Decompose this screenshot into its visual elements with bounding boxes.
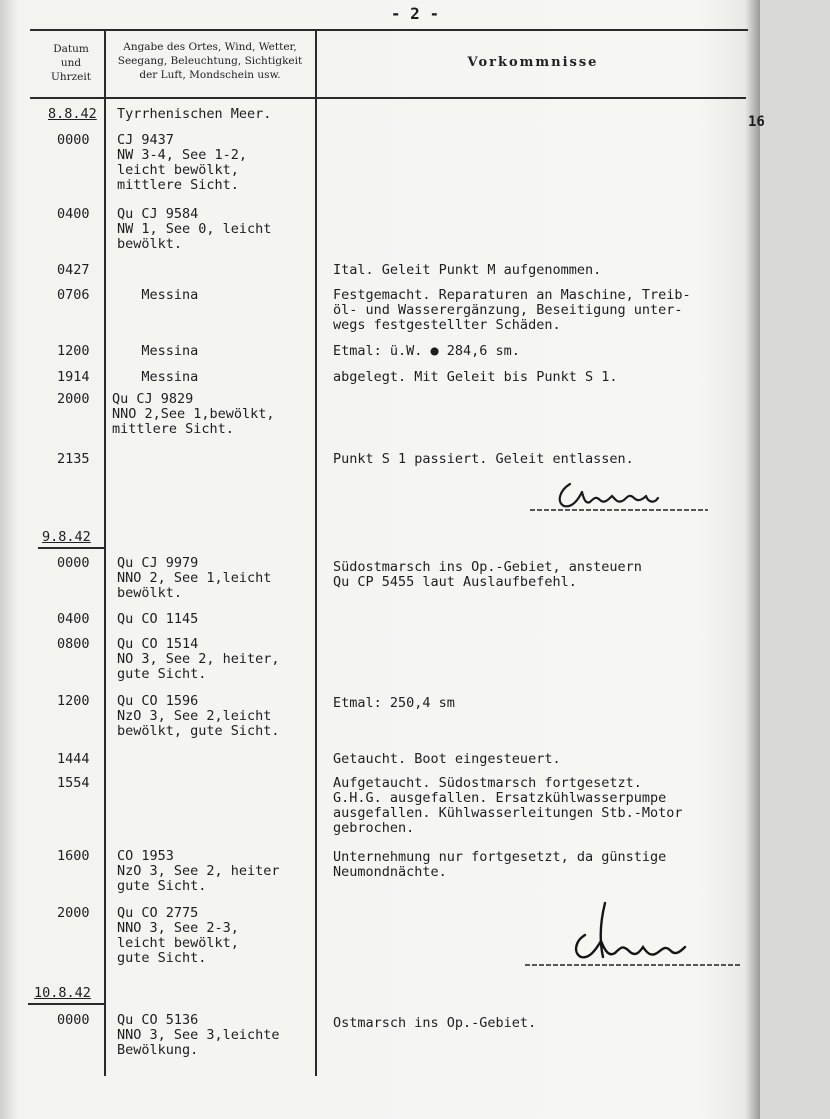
entry-location: CO 1953 NzO 3, See 2, heiter gute Sicht. [117,848,280,894]
entry-time: 1554 [57,775,90,791]
entry-time: 1200 [57,343,90,359]
entry-time: 0706 [57,287,90,303]
date-separator [28,1003,104,1005]
date-separator [38,547,104,549]
page-number: - 2 - [390,4,440,23]
entry-remarks: Ostmarsch ins Op.-Gebiet. [333,1015,537,1031]
entry-time: 0400 [57,206,90,222]
header-bottom-border [30,97,746,99]
entry-time: 1600 [57,848,90,864]
header-remarks: Vorkommnisse [467,55,599,70]
entry-location: Tyrrhenischen Meer. [117,106,272,122]
entry-remarks: Aufgetaucht. Südostmarsch fortgesetzt. G.H.G. ausgefallen. Ersatzkühlwasserpumpe ausgefallen. Kühlwasserleitungen Stb.-Motor gebrochen. [333,775,683,836]
header-date-time: Datum und Uhrzeit [51,43,91,83]
signature [530,470,710,520]
signature [525,895,745,975]
entry-location: Qu CJ 9979 NNO 2, See 1,leicht bewölkt. [117,555,272,601]
entry-remarks: Getaucht. Boot eingesteuert. [333,751,561,767]
date-label: 9.8.42 [42,529,91,545]
header-location: Angabe des Ortes, Wind, Wetter, Seegang, Beleuchtung, Sichtigkeit der Luft, Mondschein usw. [117,41,303,81]
date-label: 10.8.42 [34,985,91,1001]
entry-remarks: Südostmarsch ins Op.-Gebiet, ansteuern Qu CP 5455 laut Auslaufbefehl. [333,559,642,590]
entry-location: Qu CO 1596 NzO 3, See 2,leicht bewölkt, gute Sicht. [117,693,280,739]
entry-remarks: Ital. Geleit Punkt M aufgenommen. [333,262,602,278]
entry-time: 0427 [57,262,90,278]
entry-time: 1200 [57,693,90,709]
top-border [30,29,748,31]
entry-time: 2000 [57,905,90,921]
entry-remarks: abgelegt. Mit Geleit bis Punkt S 1. [333,369,618,385]
entry-time: 0000 [57,1012,90,1028]
entry-time: 0800 [57,636,90,652]
entry-location: Qu CJ 9584 NW 1, See 0, leicht bewölkt. [117,206,272,252]
column-divider-1 [104,31,106,1076]
column-divider-2 [315,31,317,1076]
entry-time: 0000 [57,132,90,148]
entry-location: CJ 9437 NW 3-4, See 1-2, leicht bewölkt, mittlere Sicht. [117,132,248,193]
entry-location: Qu CO 1514 NO 3, See 2, heiter, gute Sicht. [117,636,280,682]
edge-mark: 16 [748,114,765,130]
entry-remarks: Etmal: 250,4 sm [333,695,455,711]
entry-location: Qu CO 5136 NNO 3, See 3,leichte Bewölkung. [117,1012,280,1058]
entry-time: 1914 [57,369,90,385]
entry-time: 0000 [57,555,90,571]
entry-remarks: Festgemacht. Reparaturen an Maschine, Treib- öl- und Wasserergänzung, Beseitigung unter- wegs festgestellter Schäden. [333,287,691,333]
entry-time: 0400 [57,611,90,627]
entry-remarks: Unternehmung nur fortgesetzt, da günstige Neumondnächte. [333,849,667,880]
entry-remarks: Etmal: ü.W. ● 284,6 sm. [333,343,520,359]
entry-location: Messina [117,369,199,385]
entry-location: Qu CO 2775 NNO 3, See 2-3, leicht bewölkt, gute Sicht. [117,905,239,966]
entry-location: Messina [117,287,199,303]
entry-remarks: Punkt S 1 passiert. Geleit entlassen. [333,451,634,467]
entry-location: Qu CJ 9829 NNO 2,See 1,bewölkt, mittlere Sicht. [112,391,275,437]
entry-location: Qu CO 1145 [117,611,199,627]
entry-time: 2000 [57,391,90,407]
entry-time: 1444 [57,751,90,767]
entry-location: Messina [117,343,199,359]
entry-time: 2135 [57,451,90,467]
date-label: 8.8.42 [48,106,97,122]
